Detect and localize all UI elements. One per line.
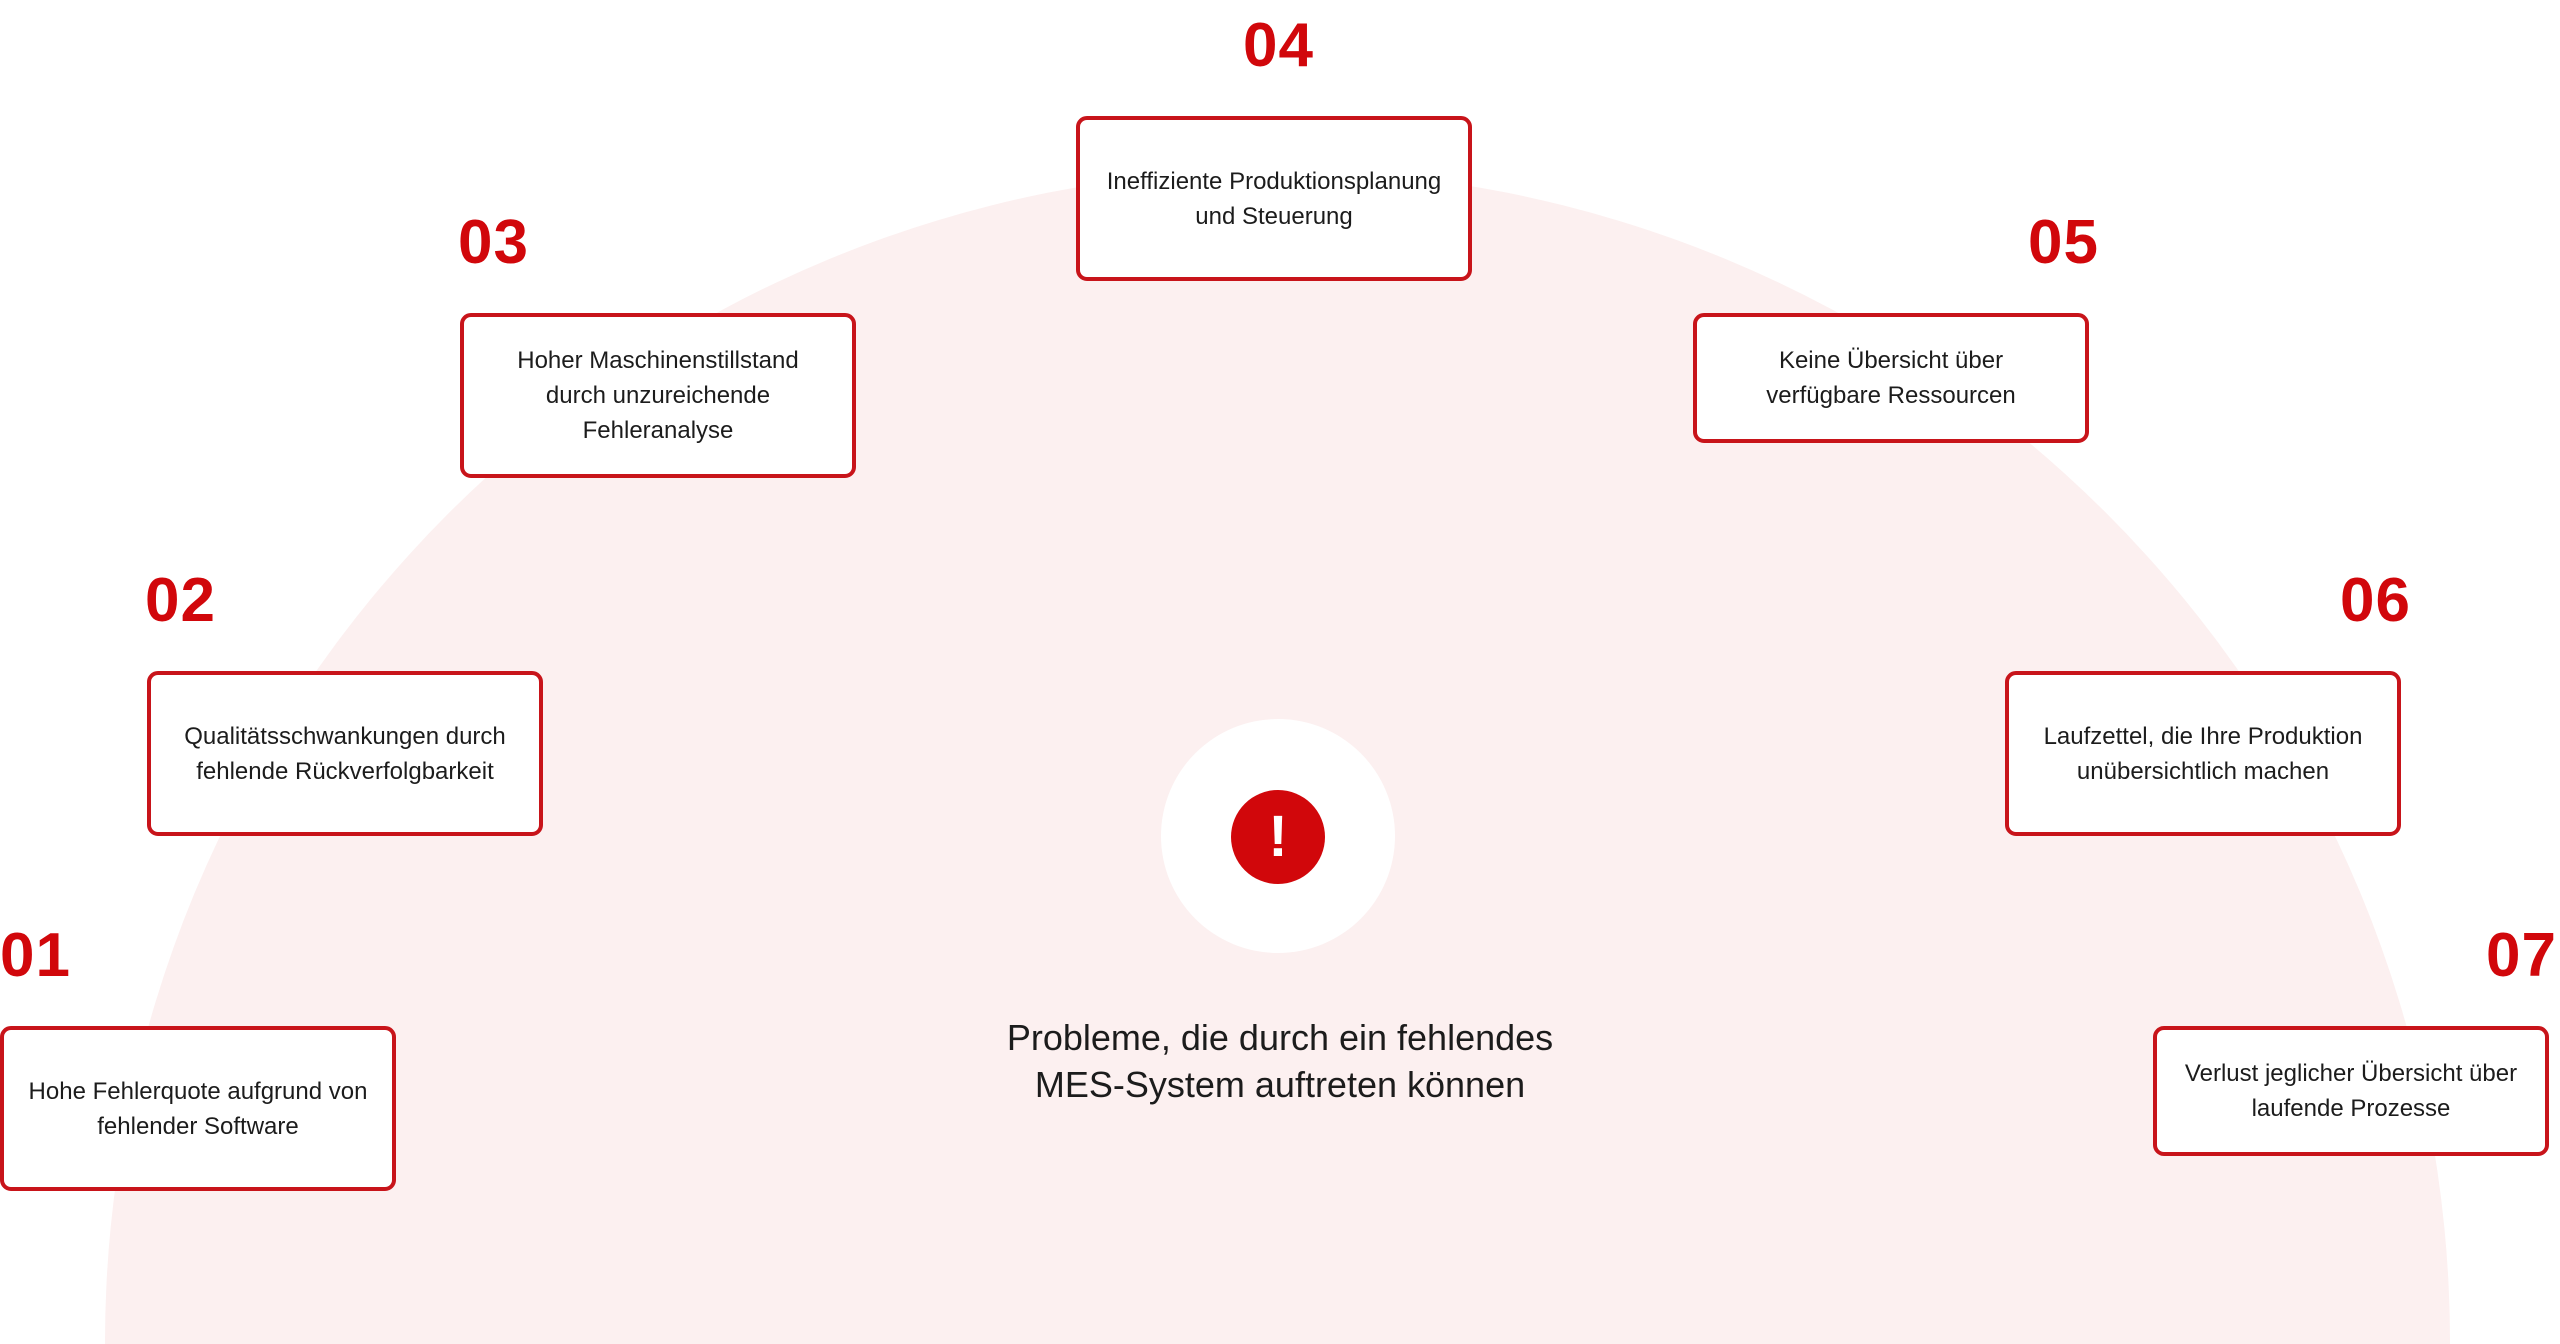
center-title-line-2: MES-System auftreten können [1034, 1064, 1526, 1105]
item-box-06 [2005, 671, 2401, 836]
item-text-01: Hohe Fehlerquote aufgrund von fehlender Software [28, 1077, 368, 1140]
item-text-02: Qualitätsschwankungen durch fehlende Rückverfolgbarkeit [184, 722, 506, 785]
item-number-05: 05 [2028, 208, 2099, 277]
item-box-02 [147, 671, 543, 836]
item-number-04: 04 [1243, 11, 1314, 80]
item-box-04 [1076, 116, 1472, 281]
item-text-07: Verlust jeglicher Übersicht über laufende Prozesse [2184, 1060, 2518, 1122]
item-box-03 [460, 313, 856, 478]
item-box-07 [2153, 1026, 2549, 1156]
item-box-05 [1693, 313, 2089, 443]
exclamation-circle-icon [1231, 790, 1325, 884]
item-number-01: 01 [0, 921, 71, 990]
item-number-07: 07 [2486, 921, 2557, 990]
item-number-02: 02 [145, 566, 216, 635]
center-title-line-1: Probleme, die durch ein fehlendes [1006, 1017, 1554, 1058]
item-box-01 [0, 1026, 396, 1191]
svg-text:!: ! [1268, 804, 1288, 869]
item-number-03: 03 [458, 208, 529, 277]
item-text-04: Ineffiziente Produktionsplanung und Steuerung [1106, 167, 1442, 230]
item-text-05: Keine Übersicht über verfügbare Ressourcen [1766, 347, 2016, 409]
center-title [880, 1014, 1680, 1108]
item-text-06: Laufzettel, die Ihre Produktion unübersichtlich machen [2043, 722, 2363, 785]
item-text-03: Hoher Maschinenstillstand durch unzureichende Fehleranalyse [517, 347, 799, 444]
item-number-06: 06 [2340, 566, 2411, 635]
